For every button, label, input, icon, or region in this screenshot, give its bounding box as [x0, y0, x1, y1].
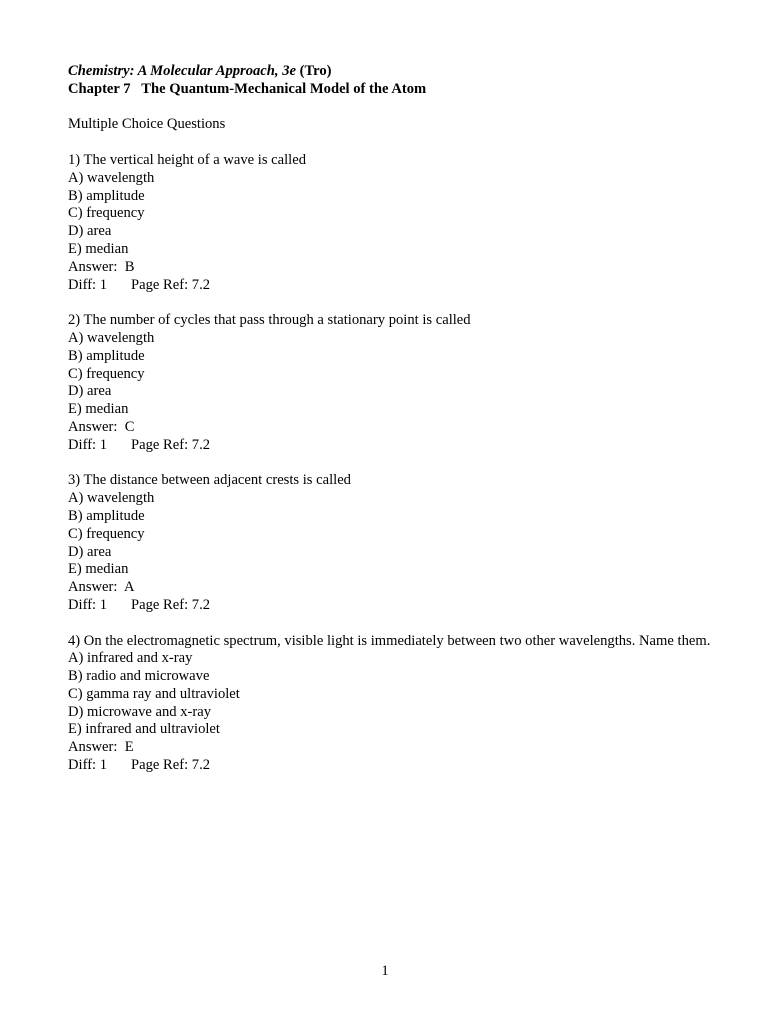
difficulty: Diff: 1: [68, 436, 108, 453]
answer-key: Answer: A: [68, 579, 135, 596]
page-reference: Page Ref: 7.2: [131, 757, 211, 774]
page-reference: Page Ref: 7.2: [131, 596, 211, 613]
answer-option: B) amplitude: [68, 347, 145, 364]
book-title: Chemistry: A Molecular Approach, 3e: [68, 63, 296, 79]
answer-option: D) area: [68, 543, 112, 560]
spacer: [68, 455, 718, 473]
answer-option: E) median: [68, 401, 129, 418]
answer-option: C) frequency: [68, 525, 145, 542]
answer-key: Answer: C: [68, 418, 135, 435]
spacer: [68, 615, 718, 633]
answer-option: A) wavelength: [68, 329, 155, 346]
question-block: [68, 633, 718, 775]
answer-option: D) area: [68, 223, 112, 240]
spacer: [68, 134, 718, 152]
page-number: 1: [381, 963, 389, 979]
answer-option: A) wavelength: [68, 169, 155, 186]
spacer: [68, 99, 718, 117]
difficulty: Diff: 1: [68, 276, 108, 293]
section-title: Multiple Choice Questions: [68, 116, 226, 133]
difficulty-line: [68, 437, 718, 455]
book-author: (Tro): [299, 63, 332, 79]
answer-option: B) radio and microwave: [68, 668, 210, 685]
answer-option: C) frequency: [68, 365, 145, 382]
question-block: [68, 312, 718, 454]
difficulty: Diff: 1: [68, 596, 108, 613]
difficulty-line: [68, 757, 718, 775]
answer-option: C) frequency: [68, 205, 145, 222]
difficulty-line: [68, 597, 718, 615]
question-block: [68, 472, 718, 614]
answer-option: B) amplitude: [68, 187, 145, 204]
document-page: [68, 63, 718, 775]
question-text: 3) The distance between adjacent crests is called: [68, 472, 351, 489]
question-list: [68, 134, 718, 775]
question-block: [68, 152, 718, 294]
answer-key: Answer: B: [68, 258, 135, 275]
chapter-title: Chapter 7 The Quantum-Mechanical Model of the Atom: [68, 80, 427, 97]
spacer: [68, 294, 718, 312]
answer-option: E) median: [68, 240, 129, 257]
difficulty: Diff: 1: [68, 757, 108, 774]
answer-key: Answer: E: [68, 739, 134, 756]
answer-option: C) gamma ray and ultraviolet: [68, 685, 240, 702]
page-reference: Page Ref: 7.2: [131, 276, 211, 293]
answer-option: B) amplitude: [68, 507, 145, 524]
answer-option: D) microwave and x-ray: [68, 703, 212, 720]
answer-option: A) infrared and x-ray: [68, 650, 193, 667]
question-text: 1) The vertical height of a wave is called: [68, 151, 306, 168]
answer-option: A) wavelength: [68, 490, 155, 507]
answer-option: D) area: [68, 383, 112, 400]
answer-option: E) infrared and ultraviolet: [68, 721, 220, 738]
question-text: 2) The number of cycles that pass through a stationary point is called: [68, 312, 471, 329]
question-text: 4) On the electromagnetic spectrum, visible light is immediately between two other wavelengths. Name them.: [68, 632, 711, 649]
page-reference: Page Ref: 7.2: [131, 436, 211, 453]
book-title-line: [68, 63, 718, 81]
difficulty-line: [68, 277, 718, 295]
answer-option: E) median: [68, 561, 129, 578]
